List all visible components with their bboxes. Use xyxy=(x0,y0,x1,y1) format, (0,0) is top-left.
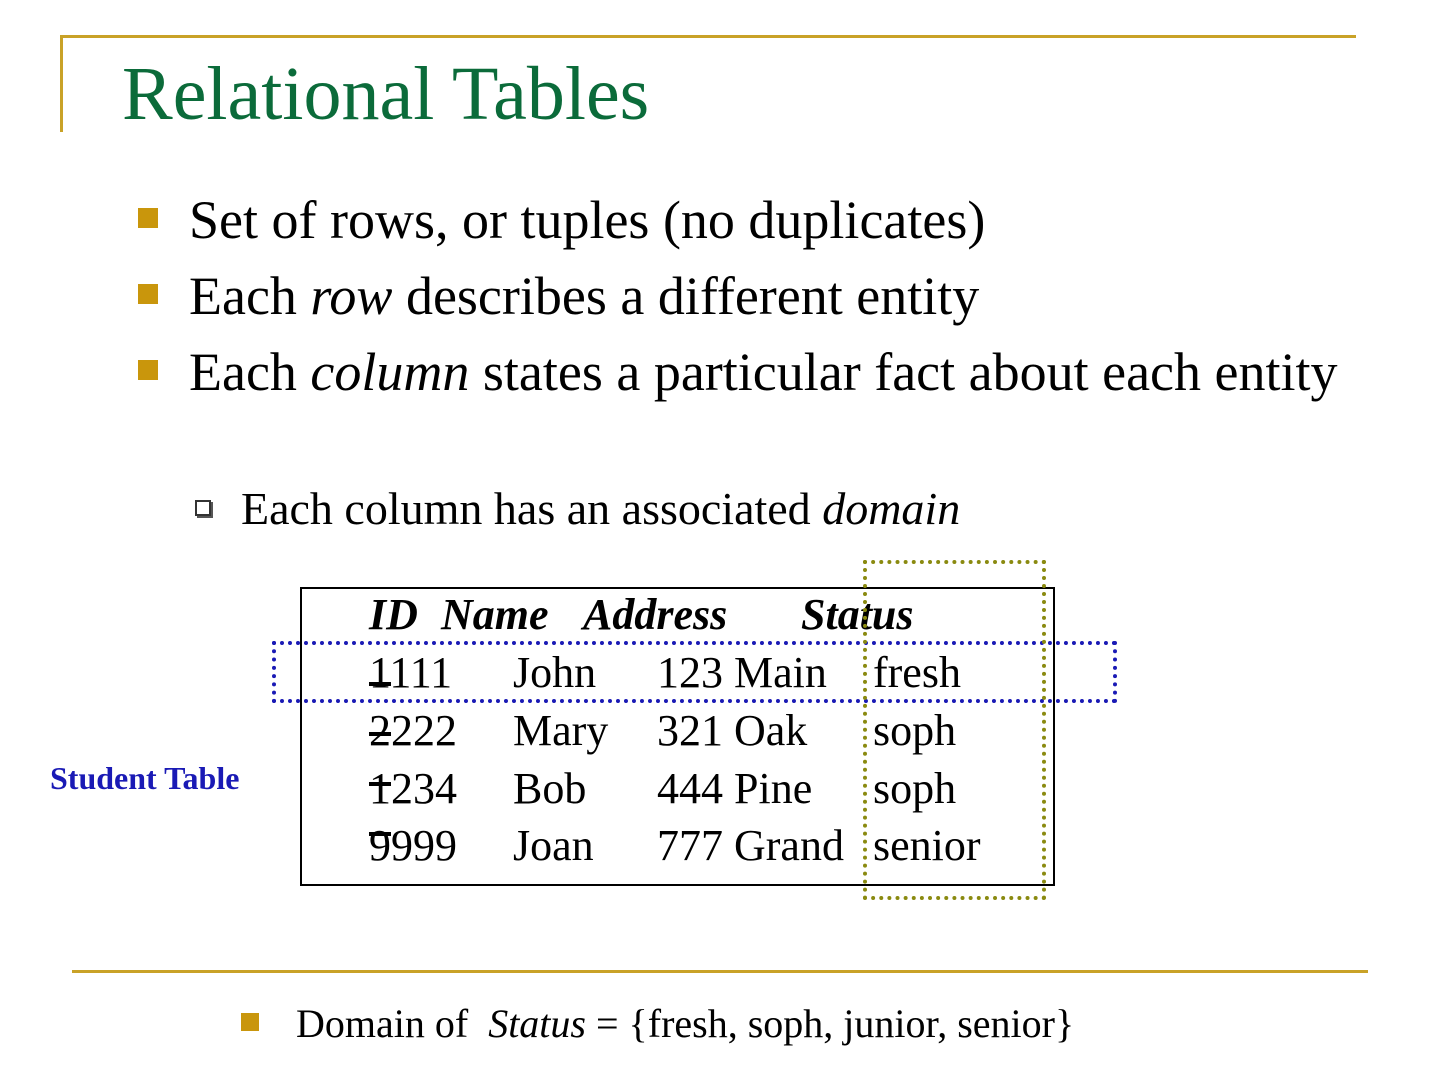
sub-bullet-emphasis: domain xyxy=(822,483,961,534)
cell-name: Mary xyxy=(513,706,609,755)
cell-address: 321 Oak xyxy=(657,706,808,755)
sub-bullet-text: Each column has an associated xyxy=(241,483,823,534)
square-bullet-icon xyxy=(138,284,158,304)
bottom-rule xyxy=(72,970,1368,973)
top-rule xyxy=(60,35,1356,38)
cell-status: soph xyxy=(873,764,957,813)
cell-id: 9999 xyxy=(369,821,457,870)
square-bullet-icon xyxy=(138,360,158,380)
cell-address: 777 Grand xyxy=(657,821,844,870)
bullet-rows xyxy=(189,188,985,252)
cell-name: Joan xyxy=(513,821,594,870)
bullet-column-fact xyxy=(189,340,1369,404)
bullet-emphasis: column xyxy=(310,342,470,402)
hollow-square-bullet-icon xyxy=(195,500,211,516)
cell-name: Bob xyxy=(513,764,587,813)
cell-address: 123 Main xyxy=(657,648,827,697)
footer-text-before: Domain of xyxy=(296,1001,489,1046)
bullet-emphasis: row xyxy=(310,266,393,326)
square-bullet-icon xyxy=(138,208,158,228)
footer-text-after: = {fresh, soph, junior, senior} xyxy=(585,1001,1075,1046)
cell-status: soph xyxy=(873,706,957,755)
cell-address: 444 Pine xyxy=(657,764,813,813)
bullet-text-after: states a particular fact about each entity xyxy=(469,342,1338,402)
bullet-text-before: Each xyxy=(189,266,311,326)
footer-bullet-domain xyxy=(296,1000,1074,1048)
header-id: ID xyxy=(369,590,418,639)
header-address: Address xyxy=(583,590,728,639)
bullet-row-entity xyxy=(189,264,979,328)
left-rule xyxy=(60,35,63,132)
header-name: Name xyxy=(441,590,549,639)
column-highlight-box xyxy=(863,560,1046,900)
bullet-text: Set of rows, or tuples (no duplicates) xyxy=(189,190,986,250)
cell-id: 1234 xyxy=(369,764,457,813)
bullet-text-before: Each xyxy=(189,342,311,402)
cell-status: senior xyxy=(873,821,981,870)
square-bullet-icon xyxy=(241,1013,259,1031)
cell-id: 2222 xyxy=(369,706,457,755)
slide-title: Relational Tables xyxy=(122,52,650,136)
cell-status: fresh xyxy=(873,648,961,697)
footer-emphasis: Status xyxy=(488,1001,586,1046)
cell-name: John xyxy=(513,648,597,697)
table-label: Student Table xyxy=(50,760,240,796)
sub-bullet-domain xyxy=(241,480,960,538)
cell-id: 1111 xyxy=(369,648,453,697)
bullet-text-after: describes a different entity xyxy=(392,266,980,326)
header-status: Status xyxy=(801,590,914,639)
